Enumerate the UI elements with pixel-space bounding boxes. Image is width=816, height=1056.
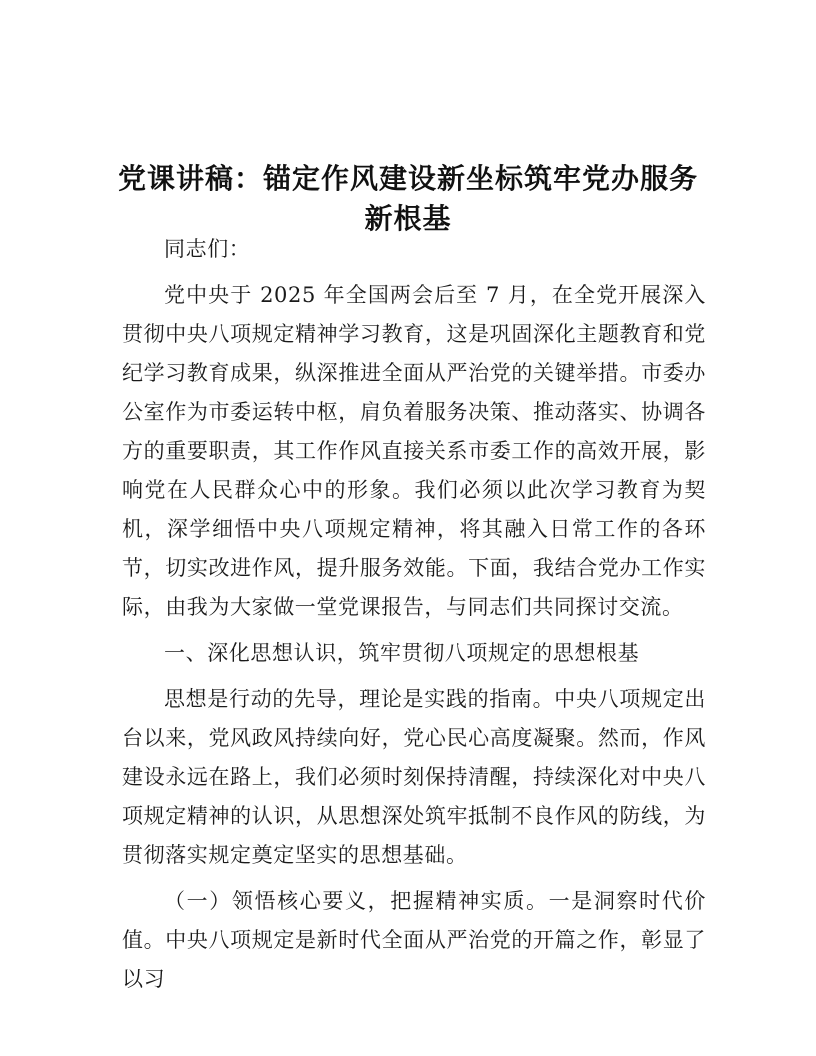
subsection-1-paragraph: （一）领悟核心要义，把握精神实质。一是洞察时代价值。中央八项规定是新时代全面从严治党的开篇之作，彰显了以习 (122, 889, 706, 991)
section-heading-1: 一、深化思想认识，筑牢贯彻八项规定的思想根基 (164, 641, 640, 665)
document-body (122, 230, 706, 1006)
salutation: 同志们： (164, 237, 251, 261)
title-line-2: 新根基 (364, 201, 452, 235)
intro-paragraph: 党中央于 2025 年全国两会后至 7 月，在全党开展深入贯彻中央八项规定精神学习教育，这是巩固深化主题教育和党纪学习教育成果，纵深推进全面从严治党的关键举措。市委办公室作为市委运转中枢，肩负着服务决策、推动落实、协调各方的重要职责，其工作作风直接关系市委工作的高效开展，影响党在人民群众心中的形象。我们必须以此次学习教育为契机，深学细悟中央八项规定精神，将其融入日常工作的各环节，切实改进作风，提升服务效能。下面，我结合党办工作实际，由我为大家做一堂党课报告，与同志们共同探讨交流。 (122, 283, 706, 619)
title-line-1: 党课讲稿：锚定作风建设新坐标筑牢党办服务 (117, 161, 698, 195)
document-title (110, 159, 706, 239)
section-1-paragraph: 思想是行动的先导，理论是实践的指南。中央八项规定出台以来，党风政风持续向好，党心民心高度凝聚。然而，作风建设永远在路上，我们必须时刻保持清醒，持续深化对中央八项规定精神的认识，从思想深处筑牢抵制不良作风的防线，为贯彻落实规定奠定坚实的思想基础。 (122, 687, 706, 867)
